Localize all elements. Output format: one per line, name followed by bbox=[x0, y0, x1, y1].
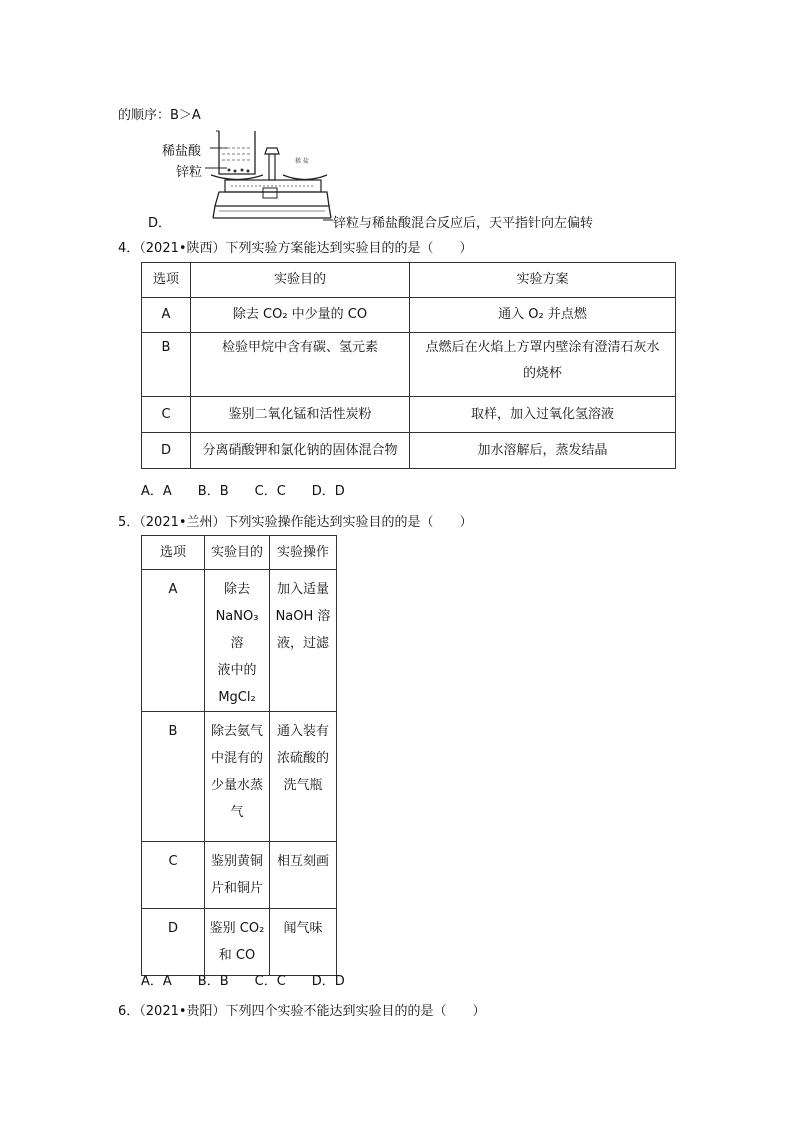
cell-line: 液，过滤 bbox=[276, 636, 329, 651]
cell-line: 气 bbox=[230, 805, 244, 820]
table-cell bbox=[205, 909, 270, 976]
table-cell: C bbox=[142, 397, 191, 433]
table-header-row bbox=[142, 263, 676, 298]
table-header: 选项 bbox=[142, 263, 191, 298]
cell-line: NaNO₃ 溶 bbox=[215, 609, 259, 651]
figure-label-zinc: 锌粒 bbox=[176, 165, 203, 180]
figure-label-acid: 稀盐酸 bbox=[162, 144, 202, 159]
q4-table bbox=[141, 262, 676, 469]
table-header: 实验操作 bbox=[270, 536, 337, 570]
figure-caption: 锌粒与稀盐酸混合反应后，天平指针向左偏转 bbox=[333, 216, 594, 231]
table-header: 实验目的 bbox=[191, 263, 410, 298]
table-row bbox=[142, 397, 676, 433]
table-cell: B bbox=[142, 712, 205, 842]
table-cell bbox=[410, 333, 676, 397]
cell-line: 少量水蒸 bbox=[210, 778, 263, 793]
table-cell: C bbox=[142, 842, 205, 909]
table-row bbox=[142, 333, 676, 397]
table-row bbox=[142, 712, 337, 842]
table-row bbox=[142, 909, 337, 976]
table-header: 实验目的 bbox=[205, 536, 270, 570]
cell-line: 除去氨气 bbox=[210, 724, 263, 739]
balance-diagram bbox=[205, 126, 335, 224]
table-cell: D bbox=[142, 909, 205, 976]
svg-text:稀 盐: 稀 盐 bbox=[295, 158, 309, 165]
cell-line: 除去 bbox=[223, 582, 250, 597]
table-cell: 鉴别二氧化锰和活性炭粉 bbox=[191, 397, 410, 433]
table-row bbox=[142, 298, 676, 333]
table-cell: B bbox=[142, 333, 191, 397]
cell-line: MgCl₂ bbox=[218, 690, 256, 705]
table-cell: D bbox=[142, 433, 191, 469]
cell-line: 的烧杯 bbox=[522, 366, 562, 381]
question-6-stem: 6．（2021•贵阳）下列四个实验不能达到实验目的的是（ ） bbox=[118, 1004, 486, 1019]
cell-line: 闻气味 bbox=[283, 921, 323, 936]
table-row bbox=[142, 570, 337, 712]
table-header: 实验方案 bbox=[410, 263, 676, 298]
cell-line: 液中的 bbox=[217, 663, 257, 678]
table-cell: A bbox=[142, 570, 205, 712]
cell-line: 和 CO bbox=[218, 948, 256, 963]
table-cell: 分离硝酸钾和氯化钠的固体混合物 bbox=[191, 433, 410, 469]
table-header-row bbox=[142, 536, 337, 570]
table-cell bbox=[270, 842, 337, 909]
table-cell: 加水溶解后，蒸发结晶 bbox=[410, 433, 676, 469]
cell-line: 鉴别黄铜 bbox=[210, 854, 263, 869]
table-cell: 除去 CO₂ 中少量的 CO bbox=[191, 298, 410, 333]
table-cell bbox=[270, 909, 337, 976]
table-cell: 取样，加入过氧化氢溶液 bbox=[410, 397, 676, 433]
table-cell bbox=[205, 842, 270, 909]
table-cell: 通入 O₂ 并点燃 bbox=[410, 298, 676, 333]
q5-table bbox=[141, 535, 337, 976]
cell-line: NaOH 溶 bbox=[275, 609, 331, 624]
cell-line: 片和铜片 bbox=[210, 881, 263, 896]
table-header: 选项 bbox=[142, 536, 205, 570]
table-cell bbox=[270, 570, 337, 712]
table-cell bbox=[270, 712, 337, 842]
table-cell: 检验甲烷中含有碳、氢元素 bbox=[191, 333, 410, 397]
cell-line: 点燃后在火焰上方罩内壁涂有澄清石灰水 bbox=[425, 340, 660, 355]
question-5-stem: 5．（2021•兰州）下列实验操作能达到实验目的的是（ ） bbox=[118, 515, 473, 530]
cell-line: 浓硫酸的 bbox=[276, 751, 329, 766]
cell-line: 洗气瓶 bbox=[283, 778, 323, 793]
question-4-stem: 4．（2021•陕西）下列实验方案能达到实验目的的是（ ） bbox=[118, 241, 473, 256]
table-row bbox=[142, 842, 337, 909]
option-letter: D． bbox=[148, 216, 172, 231]
cell-line: 通入装有 bbox=[276, 724, 329, 739]
table-cell: A bbox=[142, 298, 191, 333]
cell-line: 加入适量 bbox=[276, 582, 329, 597]
cell-line: 相互刻画 bbox=[276, 854, 329, 869]
continued-text: 的顺序：B＞A bbox=[118, 108, 201, 123]
question-5-choices: A．A B．B C．C D．D bbox=[141, 974, 345, 989]
table-cell bbox=[205, 712, 270, 842]
cell-line: 中混有的 bbox=[210, 751, 263, 766]
cell-line: 鉴别 CO₂ bbox=[209, 921, 265, 936]
table-cell bbox=[205, 570, 270, 712]
question-4-choices: A．A B．B C．C D．D bbox=[141, 484, 345, 499]
table-row bbox=[142, 433, 676, 469]
